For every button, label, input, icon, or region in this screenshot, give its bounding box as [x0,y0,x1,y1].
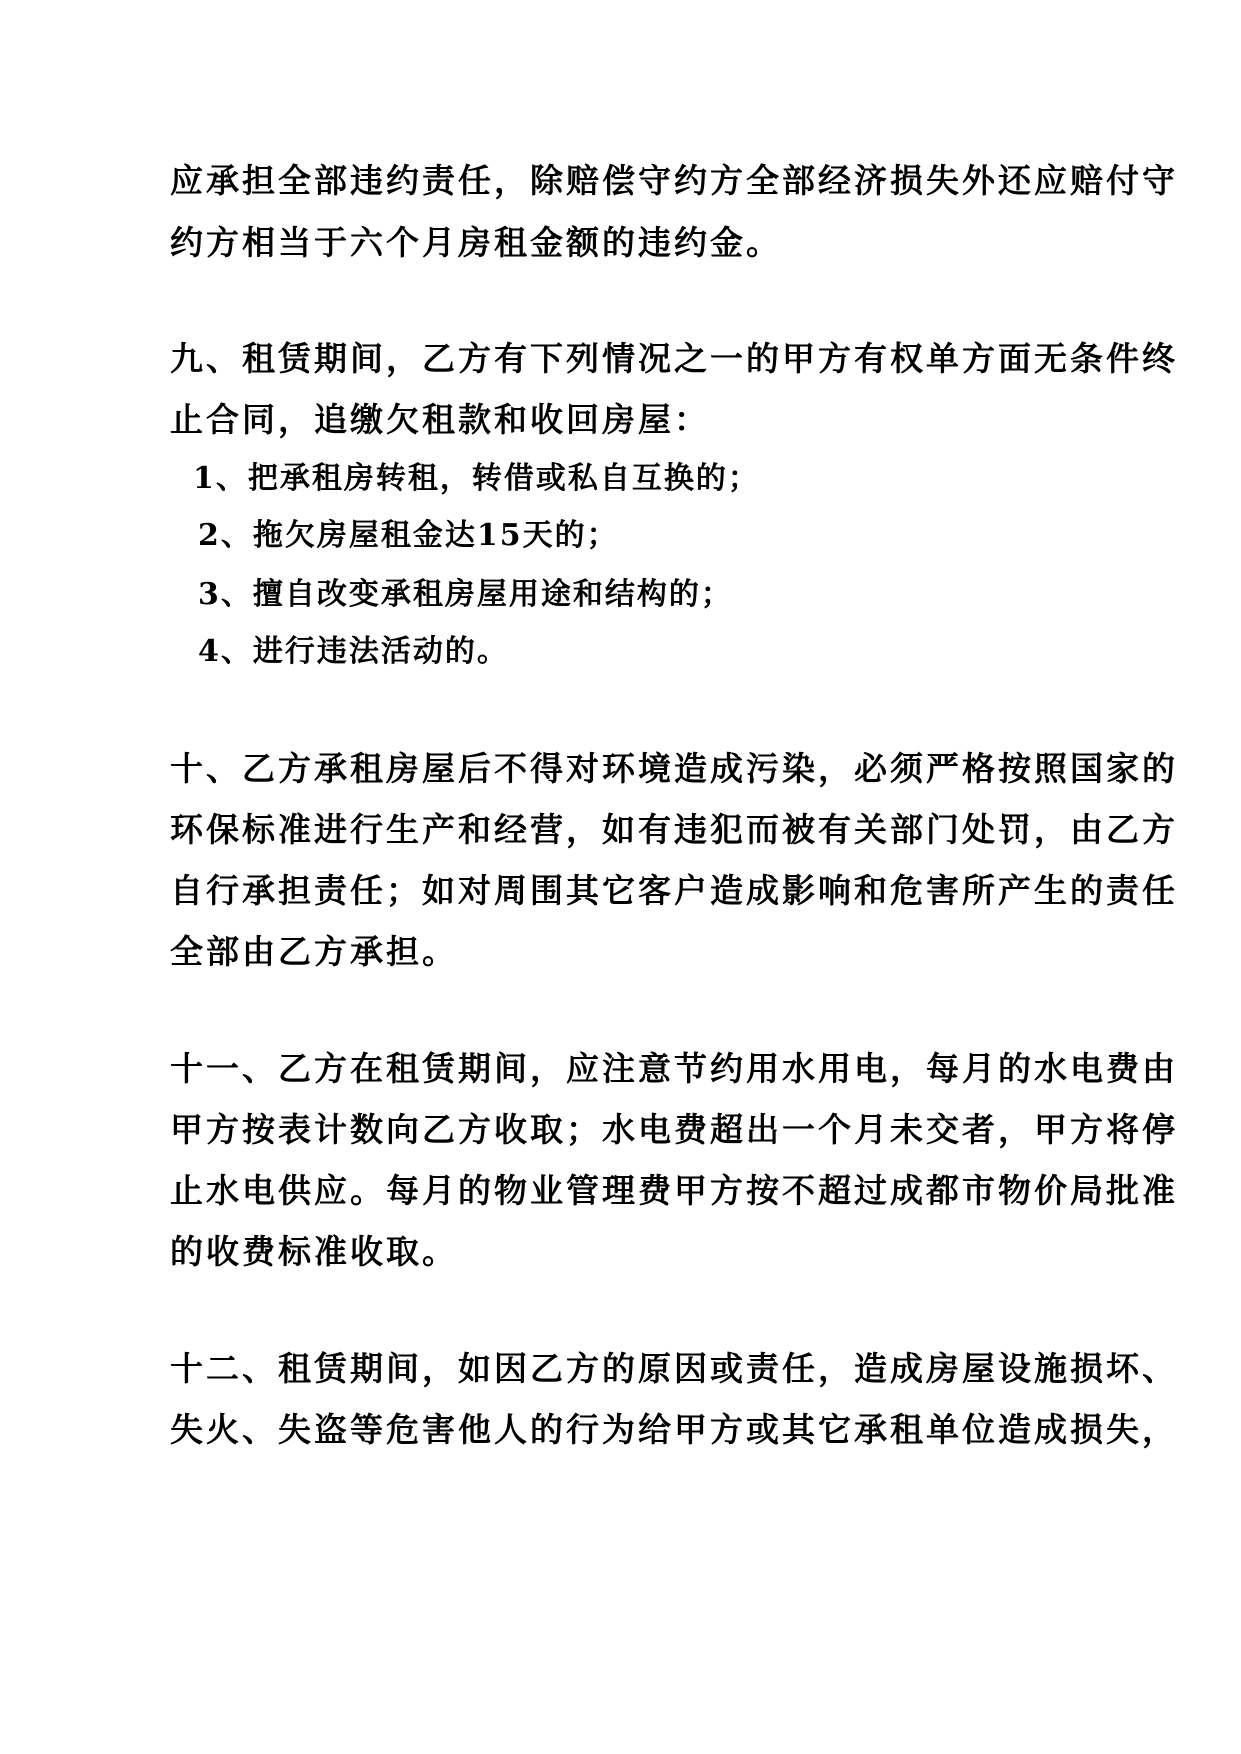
paragraph-line: 应承担全部违约责任，除赔偿守约方全部经济损失外还应赔付守 [170,161,1178,200]
paragraph-line: 止水电供应。每月的物业管理费甲方按不超过成都市物价局批准 [170,1171,1178,1210]
paragraph-line: 十、乙方承租房屋后不得对环境造成污染，必须严格按照国家的 [170,749,1178,788]
paragraph-line: 九、租赁期间，乙方有下列情况之一的甲方有权单方面无条件终 [170,339,1178,378]
list-item: 3、擅自改变承租房屋用途和结构的； [198,577,733,612]
list-item: 2、拖欠房屋租金达15天的； [198,518,619,553]
paragraph-line: 止合同，追缴欠租款和收回房屋： [170,400,710,439]
paragraph-line: 全部由乙方承担。 [170,932,458,971]
paragraph-line: 甲方按表计数向乙方收取；水电费超出一个月未交者，甲方将停 [170,1110,1178,1149]
paragraph-line: 环保标准进行生产和经营，如有违犯而被有关部门处罚，由乙方 [170,810,1178,849]
paragraph-line: 自行承担责任；如对周围其它客户造成影响和危害所产生的责任 [170,871,1178,910]
list-item: 4、进行违法活动的。 [198,634,509,669]
paragraph-line: 十二、租赁期间，如因乙方的原因或责任，造成房屋设施损坏、 [170,1349,1178,1388]
list-item: 1、把承租房转租，转借或私自互换的； [193,461,760,496]
paragraph-line: 失火、失盗等危害他人的行为给甲方或其它承租单位造成损失， [170,1410,1178,1449]
paragraph-line: 十一、乙方在租赁期间，应注意节约用水用电，每月的水电费由 [170,1049,1178,1088]
paragraph-line: 约方相当于六个月房租金额的违约金。 [170,223,782,262]
paragraph-line: 的收费标准收取。 [170,1232,458,1271]
